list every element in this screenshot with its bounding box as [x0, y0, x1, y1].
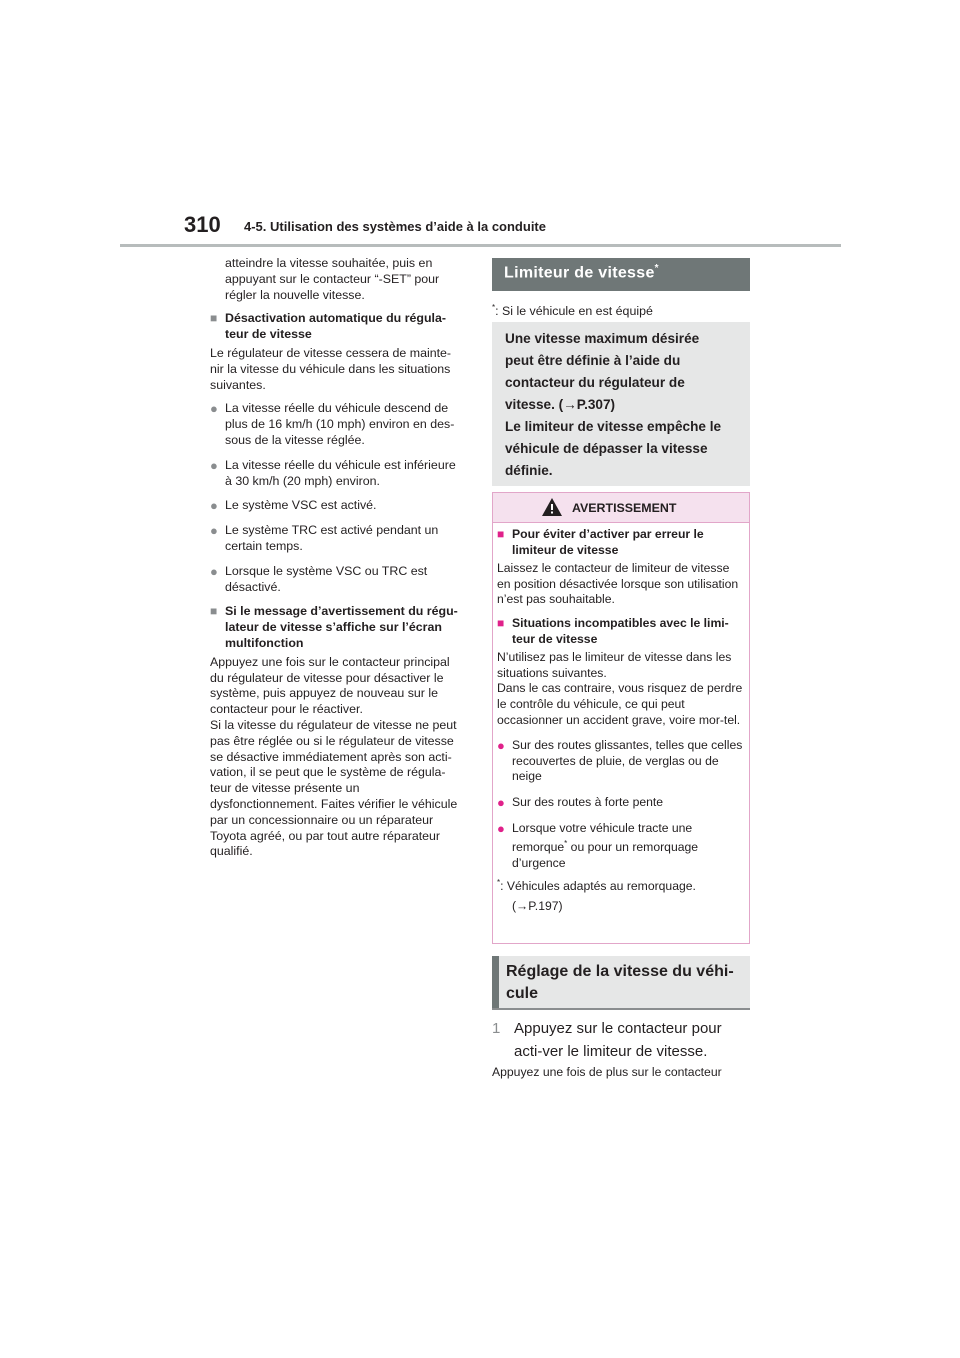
limiter-section-title: Limiteur de vitesse* — [504, 263, 659, 282]
section-header-title: 4-5. Utilisation des systèmes d’aide à la conduite — [244, 219, 546, 234]
square-bullet-icon: ■ — [210, 604, 218, 619]
towing-footnote: *: Véhicules adaptés au remorquage. — [497, 878, 696, 894]
round-bullet-icon: ● — [210, 401, 218, 417]
warning-body — [497, 527, 743, 915]
warning-item-2-text: N’utilisez pas le limiteur de vitesse dans les situations suivantes. — [497, 650, 732, 680]
header-divider — [120, 244, 841, 247]
warning-box — [492, 492, 750, 944]
footnote-text: : Si le véhicule en est équipé — [495, 304, 653, 319]
summary-text: Une vitesse maximum désirée peut être définie à l’aide du contacteur du régulateur de vitesse. (→P.307) Le limiteur de vitesse empêche le véhicule de dépasser la vitesse définie. — [505, 328, 741, 482]
auto-cancel-text: Le régulateur de vitesse cessera de mainte-nir la vitesse du véhicule dans les situations suivantes. — [210, 345, 452, 392]
footnote-mark: * — [492, 303, 496, 312]
square-bullet-icon: ■ — [497, 615, 505, 630]
list-item: ● Le système TRC est activé pendant un certain temps. — [210, 523, 439, 553]
limiter-section-bar — [492, 258, 750, 291]
list-item: ● Lorsque le système VSC ou TRC est désactivé. — [210, 563, 428, 594]
warning-message-text: Appuyez une fois sur le contacteur principal du régulateur de vitesse pour désactiver le système, puis appuyez de nouveau sur le contacteur pour le réactiver. — [210, 654, 450, 717]
page-number: 310 — [184, 212, 221, 237]
section-accent — [492, 956, 499, 1008]
list-item: ● La vitesse réelle du véhicule est inférieure à 30 km/h (20 mph) environ. — [210, 457, 456, 488]
square-bullet-icon: ■ — [497, 527, 505, 541]
warning-message-text-2: Si la vitesse du régulateur de vitesse ne peut pas être réglée ou si le régulateur de vitesse se désactive immédiatement après son acti-vation, il se peut que le système de régula-teur de vitesse présente un dysfonctionnement. Faites vérifier le véhicule par un concessionnaire ou un réparateur Toyota agréé, ou par tout autre réparateur qualifié. — [210, 717, 458, 859]
speed-setting-section-title: Réglage de la vitesse du véhi-cule — [506, 963, 734, 1002]
step-1 — [492, 1017, 754, 1063]
page-reference-link[interactable]: vitesse. (→P.307) — [505, 397, 616, 412]
round-bullet-icon: ● — [497, 738, 505, 754]
list-item: ● La vitesse réelle du véhicule descend de plus de 16 km/h (10 mph) environ en des-sous de la vitesse réglée. — [210, 401, 455, 447]
list-item: ● Sur des routes à forte pente — [497, 794, 664, 810]
warning-header — [493, 493, 749, 523]
round-bullet-icon: ● — [497, 794, 505, 810]
speed-setting-section-bar — [492, 956, 750, 1010]
equipment-footnote — [492, 303, 653, 318]
left-column — [210, 256, 464, 868]
step-note: Appuyez une fois de plus sur le contacteur — [492, 1065, 722, 1079]
auto-cancel-heading-text: Désactivation automatique du régula-teur de vitesse — [225, 311, 447, 342]
warning-item-2-text-2: Dans le cas contraire, vous risquez de perdre le contrôle du véhicule, ce qui peut occasionner un accident grave, voire mor-tel. — [497, 681, 743, 727]
warning-item-1-heading: ■ Pour éviter d’activer par erreur le limiteur de vitesse — [497, 527, 704, 557]
round-bullet-icon: ● — [210, 563, 218, 579]
warning-message-heading-text: Si le message d’avertissement du régu-lateur de vitesse s’affiche sur l’écran multifonction — [225, 604, 458, 650]
warning-message-heading — [210, 604, 464, 651]
round-bullet-icon: ● — [497, 820, 505, 836]
warning-item-2-heading: ■ Situations incompatibles avec le limi-teur de vitesse — [497, 615, 729, 646]
page-reference-link[interactable]: (→P.197) — [512, 899, 563, 913]
list-item: ● Lorsque votre véhicule tracte une remorque* ou pour un remorquage d’urgence — [497, 820, 699, 870]
intro-text: atteindre la vitesse souhaitée, puis en appuyant sur le contacteur “-SET” pour régler la nouvelle vitesse. — [225, 256, 440, 302]
summary-box — [492, 322, 750, 486]
warning-label: AVERTISSEMENT — [572, 501, 677, 515]
list-item: ● Le système VSC est activé. — [210, 498, 377, 514]
round-bullet-icon: ● — [210, 523, 218, 539]
warning-triangle-icon — [541, 497, 563, 517]
round-bullet-icon: ● — [210, 457, 218, 473]
square-bullet-icon: ■ — [210, 311, 218, 326]
warning-item-1-text: Laissez le contacteur de limiteur de vitesse en position désactivée lorsque son utilisation n’est pas souhaitable. — [497, 561, 739, 607]
step-text: Appuyez sur le contacteur pour acti-ver le limiteur de vitesse. — [514, 1020, 722, 1060]
round-bullet-icon: ● — [210, 498, 218, 514]
step-number: 1 — [492, 1020, 501, 1037]
auto-cancel-heading — [210, 311, 464, 343]
list-item: ● Sur des routes glissantes, telles que celles recouvertes de pluie, de verglas ou de neige — [497, 738, 743, 784]
